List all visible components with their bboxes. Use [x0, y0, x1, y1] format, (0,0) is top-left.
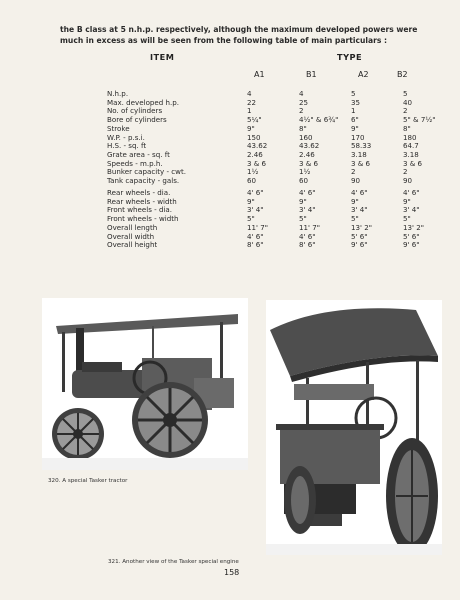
table-cell: 60	[247, 176, 257, 186]
table-cell: 1½	[299, 167, 311, 177]
table-cell: 150	[247, 132, 261, 142]
table-cell: 5	[351, 89, 356, 98]
table-cell: 5' 6"	[351, 231, 368, 241]
table-cell: 11' 7"	[247, 222, 269, 232]
table-cell: 4' 6"	[351, 188, 368, 198]
table-cell: 4	[299, 89, 304, 98]
table-cell: 4' 6"	[299, 231, 316, 241]
type-header: TYPE	[337, 52, 363, 62]
table-cell: 58.33	[351, 141, 372, 151]
row-label: Bunker capacity - cwt.	[107, 167, 187, 177]
row-label: H.S. - sq. ft	[107, 141, 147, 151]
table-cell: 3' 4"	[351, 205, 368, 215]
item-header: ITEM	[150, 52, 175, 62]
table-cell: 4' 6"	[299, 188, 316, 198]
table-cell: 5"	[299, 214, 307, 224]
table-cell: 3' 4"	[403, 205, 420, 215]
row-label: Tank capacity - gals.	[107, 176, 180, 186]
table-cell: 9"	[299, 196, 307, 206]
table-cell: 90	[351, 176, 361, 186]
row-label: Bore of cylinders	[107, 115, 167, 125]
table-cell: 11' 7"	[299, 222, 321, 232]
table-cell: 13' 2"	[351, 222, 373, 232]
table-cell: 60	[299, 176, 309, 186]
table-cell: 2.46	[299, 149, 315, 159]
table-cell: 22	[247, 97, 257, 107]
column-header-a2: A2	[358, 70, 369, 79]
table-cell: 4' 6"	[247, 231, 264, 241]
row-label: Overall height	[107, 240, 158, 250]
table-cell: 2	[403, 167, 408, 177]
intro-paragraph: the B class at 5 n.h.p. respectively, although the maximum developed powers were much in excess as will be seen from the following table of main particulars :	[60, 25, 418, 45]
table-cell: 3.18	[403, 149, 419, 159]
table-cell: 9"	[247, 123, 255, 133]
row-label: Stroke	[107, 123, 130, 133]
caption-321: 321. Another view of the Tasker special engine	[108, 559, 239, 565]
table-cell: 1	[247, 106, 252, 116]
table-cell: 180	[403, 132, 417, 142]
table-cell: 1½	[247, 167, 259, 177]
table-cell: 6"	[351, 115, 359, 125]
table-cell: 9' 6"	[351, 240, 368, 250]
row-label: Rear wheels - width	[107, 196, 177, 206]
row-label: W.P. - p.s.i.	[107, 132, 145, 142]
table-cell: 5¼"	[247, 115, 262, 125]
row-label: Grate area - sq. ft	[107, 149, 170, 159]
table-cell: 9"	[351, 196, 359, 206]
page-number: 158	[224, 568, 240, 577]
table-cell: 3 & 6	[351, 158, 371, 168]
table-cell: 35	[351, 97, 361, 107]
table-cell: 3' 4"	[247, 205, 264, 215]
table-cell: 2	[403, 106, 408, 116]
row-label: Speeds - m.p.h.	[107, 158, 163, 168]
table-cell: 5"	[403, 214, 411, 224]
table-cell: 160	[299, 132, 313, 142]
row-label: No. of cylinders	[107, 106, 163, 116]
table-cell: 3.18	[351, 149, 367, 159]
table-cell: 4½" & 6¾"	[299, 115, 339, 125]
table-cell: 3 & 6	[247, 158, 267, 168]
column-header-b1: B1	[306, 70, 317, 79]
table-cell: 9"	[247, 196, 255, 206]
row-label: Overall length	[107, 222, 158, 232]
table-cell: 5" & 7½"	[403, 115, 436, 125]
column-header-b2: B2	[397, 70, 408, 79]
table-cell: 13' 2"	[403, 222, 425, 232]
caption-320: 320. A special Tasker tractor	[48, 478, 128, 484]
row-label: Overall width	[107, 231, 155, 241]
table-cell: 9"	[403, 196, 411, 206]
table-cell: 8"	[299, 123, 307, 133]
table-cell: 3 & 6	[403, 158, 423, 168]
column-header-a1: A1	[254, 70, 265, 79]
tractor-photo	[42, 298, 248, 470]
row-label: Max. developed h.p.	[107, 97, 180, 107]
table-cell: 5	[403, 89, 408, 98]
table-cell: 3 & 6	[299, 158, 319, 168]
table-cell: 25	[299, 97, 309, 107]
table-cell: 90	[403, 176, 413, 186]
table-row	[107, 241, 455, 250]
row-label: Front wheels - width	[107, 214, 179, 224]
table-cell: 4' 6"	[247, 188, 264, 198]
table-cell: 5"	[351, 214, 359, 224]
table-cell: 8' 6"	[299, 240, 316, 250]
table-cell: 8"	[403, 123, 411, 133]
row-label: Front wheels - dia.	[107, 205, 173, 215]
particulars-table	[107, 90, 455, 250]
table-cell: 170	[351, 132, 365, 142]
table-cell: 2	[351, 167, 356, 177]
table-cell: 3' 4"	[299, 205, 316, 215]
table-cell: 8' 6"	[247, 240, 264, 250]
table-cell: 4	[247, 89, 252, 98]
table-cell: 43.62	[299, 141, 320, 151]
table-cell: 43.62	[247, 141, 268, 151]
table-cell: 1	[351, 106, 356, 116]
table-cell: 2	[299, 106, 304, 116]
row-label: N.h.p.	[107, 89, 129, 98]
table-cell: 9' 6"	[403, 240, 420, 250]
table-cell: 5"	[247, 214, 255, 224]
engine-photo	[266, 300, 442, 555]
table-cell: 64.7	[403, 141, 419, 151]
table-cell: 40	[403, 97, 413, 107]
table-cell: 4' 6"	[403, 188, 420, 198]
table-cell: 9"	[351, 123, 359, 133]
row-label: Rear wheels - dia.	[107, 188, 171, 198]
table-cell: 5' 6"	[403, 231, 420, 241]
table-cell: 2.46	[247, 149, 263, 159]
